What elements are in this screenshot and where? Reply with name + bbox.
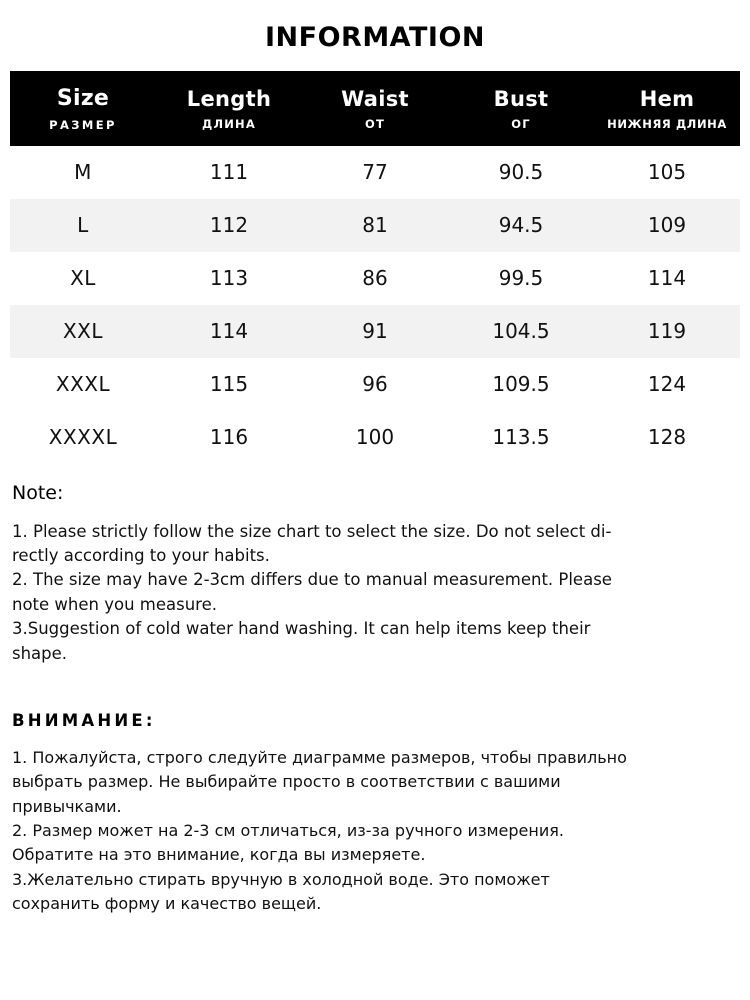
cell-bust: 113.5: [492, 424, 550, 449]
note-line: 1. Please strictly follow the size chart to select the size. Do not select di-: [12, 521, 612, 541]
table-row: [10, 305, 740, 358]
notes-body-en: [12, 520, 738, 666]
table-body: [10, 146, 740, 464]
cell-hem: 128: [647, 424, 687, 449]
column-header-waist-en: Waist: [341, 86, 409, 111]
column-header-length-en: Length: [186, 86, 272, 111]
note-line: Обратите на это внимание, когда вы измеряете.: [12, 845, 426, 865]
table-row: [10, 358, 740, 411]
note-line: 2. The size may have 2-3cm differs due to manual measurement. Please: [12, 570, 612, 590]
cell-length: 111: [209, 159, 249, 184]
cell-hem: 109: [594, 199, 740, 252]
cell-waist: 86: [362, 265, 388, 290]
table-row: [10, 252, 740, 305]
note-line: note when you measure.: [12, 594, 217, 614]
cell-bust: 94.5: [448, 199, 594, 252]
table-row: [10, 199, 740, 252]
column-header-hem-en: Hem: [639, 86, 695, 111]
table-header-row: [10, 71, 740, 146]
cell-size: L: [10, 199, 156, 252]
column-header-size-ru: РАЗМЕР: [49, 117, 117, 132]
cell-bust: 104.5: [448, 305, 594, 358]
cell-size: XXL: [10, 305, 156, 358]
cell-hem: 114: [647, 265, 687, 290]
table-row: [10, 411, 740, 464]
cell-bust: 99.5: [498, 265, 544, 290]
cell-waist: 81: [302, 199, 448, 252]
column-header-length-ru: ДЛИНА: [202, 116, 256, 131]
cell-hem: 119: [594, 305, 740, 358]
column-header-bust-en: Bust: [493, 86, 549, 111]
column-header-waist-ru: ОТ: [364, 116, 386, 131]
cell-waist: 91: [302, 305, 448, 358]
cell-length: 116: [209, 424, 249, 449]
note-line: rectly according to your habits.: [12, 545, 270, 565]
cell-length: 115: [209, 371, 249, 396]
notes-heading-ru: ВНИМАНИЕ:: [12, 711, 156, 731]
cell-bust: 90.5: [498, 159, 544, 184]
notes-heading-en: Note:: [12, 481, 64, 504]
column-header-hem: [594, 71, 740, 146]
note-line: 3.Suggestion of cold water hand washing. It can help items keep their: [12, 619, 591, 639]
cell-size: XXXL: [55, 371, 111, 396]
page-title: INFORMATION: [264, 22, 485, 53]
note-line: сохранить форму и качество вещей.: [12, 894, 322, 914]
note-line: 1. Пожалуйста, строго следуйте диаграмме размеров, чтобы правильно: [12, 748, 627, 768]
column-header-waist: [302, 71, 448, 146]
column-header-length: [156, 71, 302, 146]
cell-length: 112: [156, 199, 302, 252]
table-header: [10, 71, 740, 146]
cell-size: XXXXL: [48, 424, 118, 449]
notes-block-ru: [12, 667, 738, 916]
note-line: 2. Размер может на 2-3 см отличаться, из-за ручного измерения.: [12, 821, 564, 841]
size-chart-table: [10, 71, 740, 464]
cell-length: 114: [156, 305, 302, 358]
cell-waist: 100: [355, 424, 395, 449]
cell-hem: 105: [647, 159, 687, 184]
column-header-size: [10, 71, 156, 146]
note-line: shape.: [12, 643, 68, 663]
table-row: [10, 146, 740, 199]
cell-waist: 96: [362, 371, 388, 396]
column-header-bust-ru: ОГ: [511, 116, 531, 131]
size-chart-container: [0, 71, 750, 464]
cell-size: M: [74, 159, 92, 184]
column-header-hem-ru: НИЖНЯЯ ДЛИНА: [607, 116, 727, 131]
cell-length: 113: [209, 265, 249, 290]
cell-size: XL: [70, 265, 96, 290]
note-line: выбрать размер. Не выбирайте просто в соответствии с вашими: [12, 772, 561, 792]
note-line: 3.Желательно стирать вручную в холодной воде. Это поможет: [12, 869, 550, 889]
cell-waist: 77: [362, 159, 388, 184]
cell-hem: 124: [647, 371, 687, 396]
notes-section: [0, 464, 750, 916]
cell-bust: 109.5: [492, 371, 550, 396]
column-header-bust: [448, 71, 594, 146]
note-line: привычками.: [12, 796, 122, 816]
column-header-size-en: Size: [56, 86, 110, 111]
